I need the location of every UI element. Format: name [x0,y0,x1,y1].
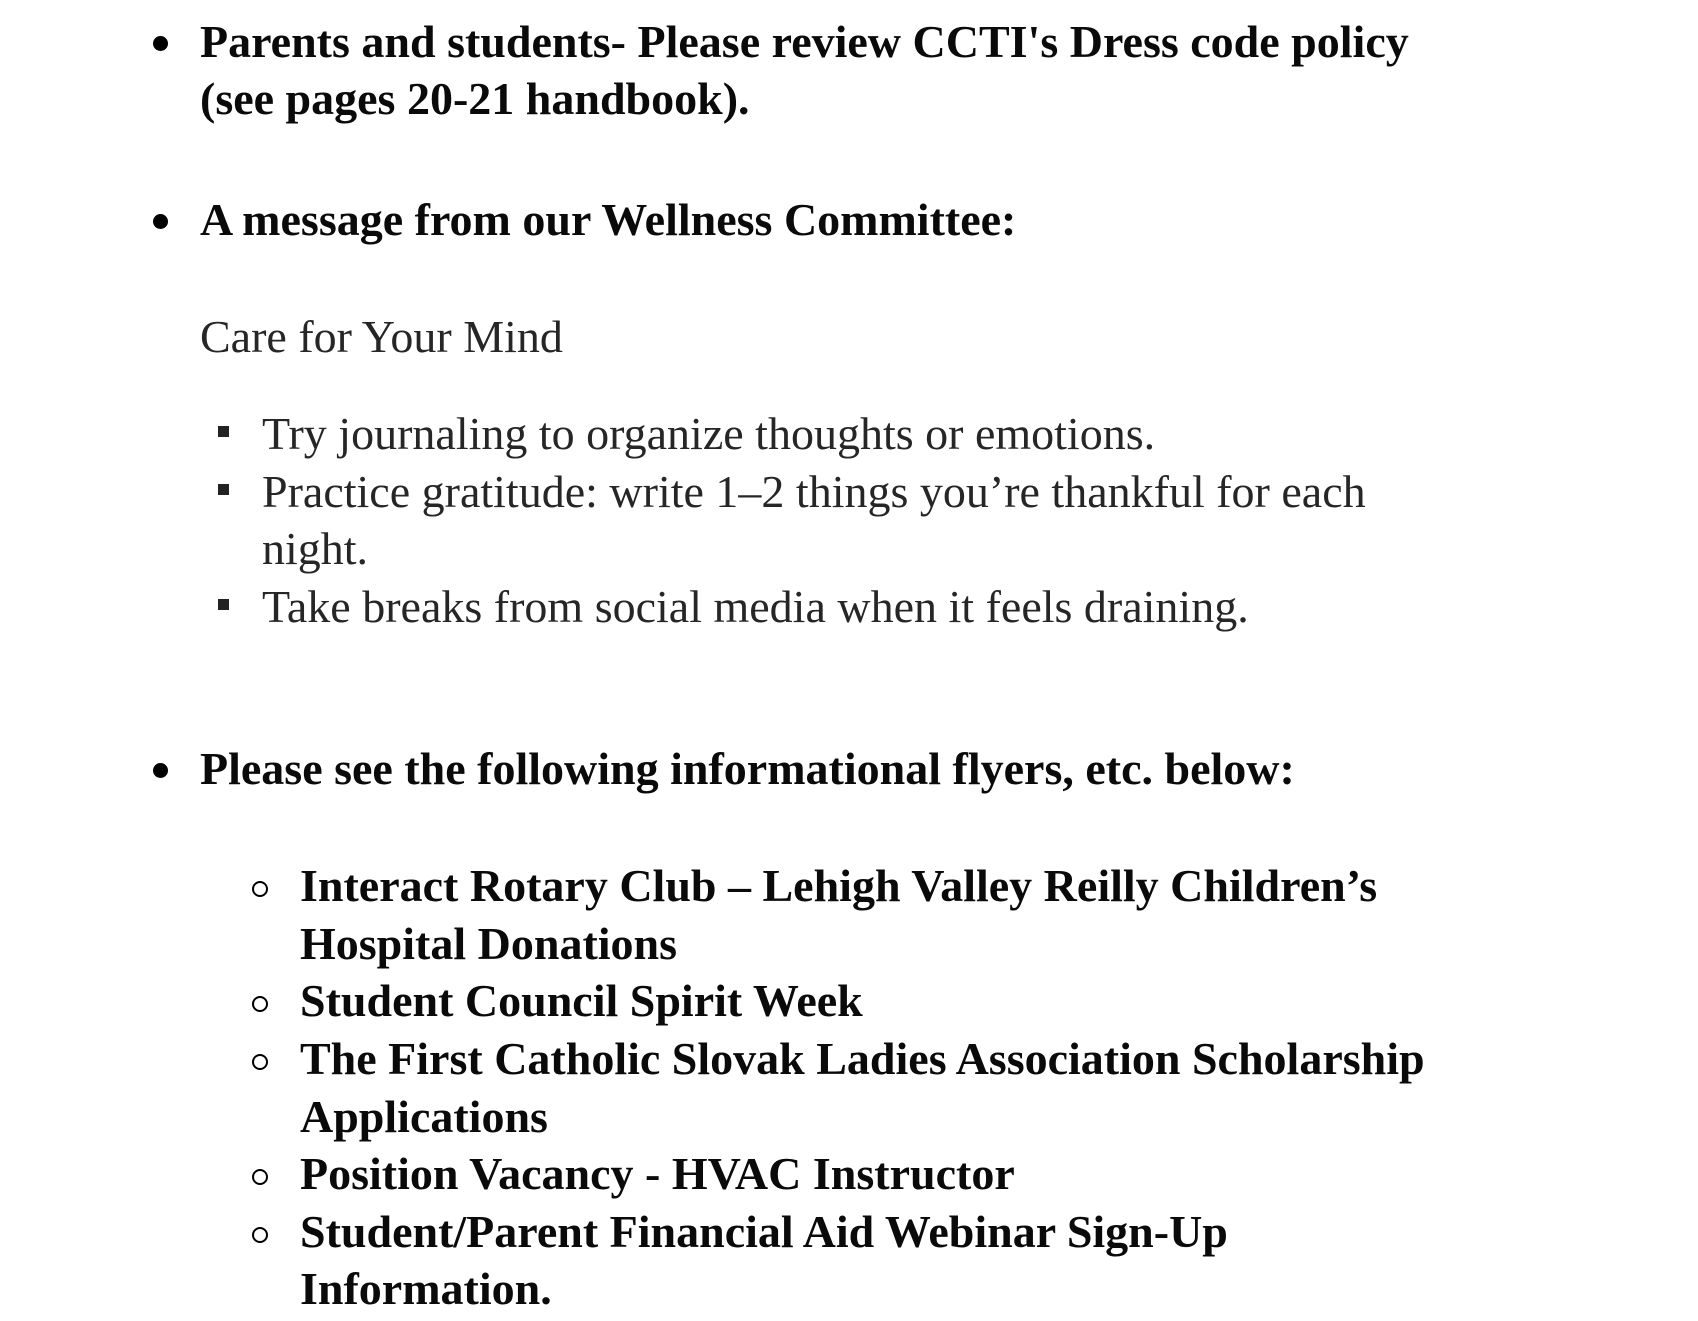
bullet-circle-icon [252,1054,268,1070]
bullet-circle-icon [252,1227,268,1243]
tip-line: Practice gratitude: write 1–2 things you’re thankful for each [262,466,1366,517]
tip-line-continued: night. [262,523,369,574]
flyer-line-continued: Hospital Donations [300,918,678,969]
bullet-disc-icon [153,36,168,51]
bullet-square-icon [218,426,229,437]
flyers-intro: Please see the following informational flyers, etc. below: [200,743,1295,794]
flyer-line: Position Vacancy - HVAC Instructor [300,1148,1015,1199]
bullet-circle-icon [252,881,268,897]
dress-code-line-1: Parents and students- Please review CCTI's Dress code policy [200,16,1409,67]
flyer-line: Interact Rotary Club – Lehigh Valley Reilly Children’s [300,860,1378,911]
flyer-line-continued: Applications [300,1091,548,1142]
wellness-intro: A message from our Wellness Committee: [200,194,1017,245]
bullet-circle-icon [252,1169,268,1185]
dress-code-line-2: (see pages 20-21 handbook). [200,73,750,124]
flyer-line: The First Catholic Slovak Ladies Association Scholarship [300,1033,1425,1084]
flyer-line: Student/Parent Financial Aid Webinar Sign-Up [300,1206,1228,1257]
tip-line: Take breaks from social media when it feels draining. [262,581,1249,632]
bullet-disc-icon [153,763,168,778]
bullet-square-icon [218,484,229,495]
flyer-line-continued: Information. [300,1263,552,1314]
flyer-line: Student Council Spirit Week [300,975,863,1026]
bullet-square-icon [218,599,229,610]
wellness-heading: Care for Your Mind [200,311,563,362]
bullet-circle-icon [252,996,268,1012]
bullet-disc-icon [153,214,168,229]
tip-line: Try journaling to organize thoughts or emotions. [262,408,1156,459]
